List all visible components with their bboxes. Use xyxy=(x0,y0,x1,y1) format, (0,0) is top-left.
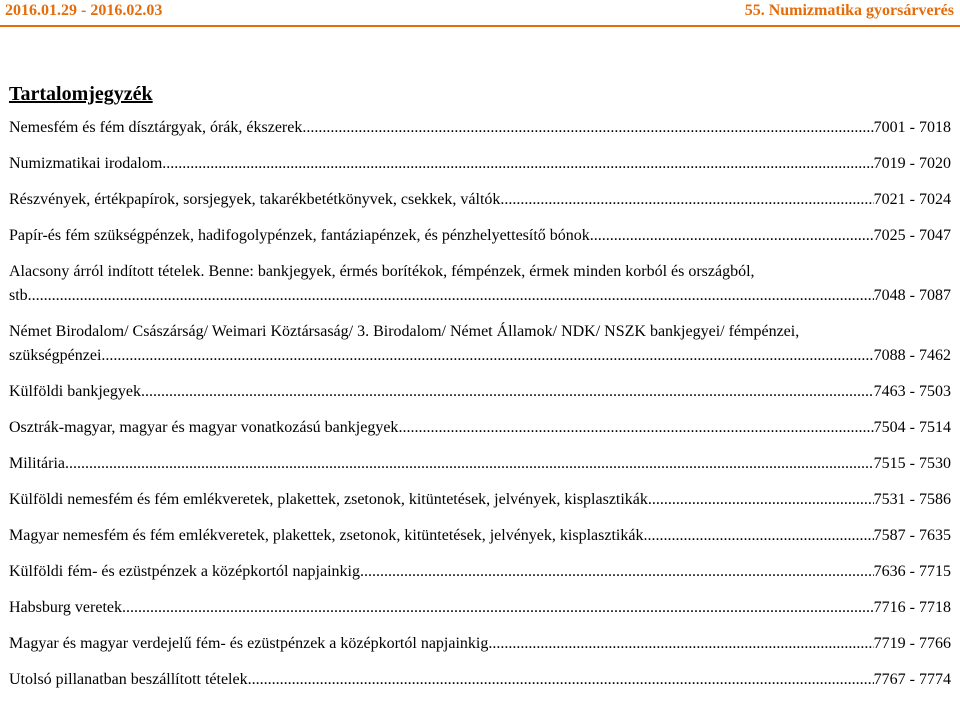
toc-dot-leader xyxy=(28,284,874,308)
toc-entry-title: Osztrák-magyar, magyar és magyar vonatkozású bankjegyek xyxy=(9,419,399,436)
toc-entry-page-range: 7767 - 7774 xyxy=(873,671,951,688)
toc-dot-leader xyxy=(643,524,873,548)
toc-entry-title: Papír-és fém szükségpénzek, hadifogolypénzek, fantáziapénzek, és pénzhelyettesítő bónok xyxy=(9,227,590,244)
toc-entry[interactable] xyxy=(9,488,951,512)
toc-dot-leader xyxy=(302,116,873,140)
toc-dot-leader xyxy=(122,596,874,620)
toc-dot-leader xyxy=(398,416,873,440)
toc-entry[interactable] xyxy=(9,416,951,440)
toc-entry-page-range: 7515 - 7530 xyxy=(873,455,951,472)
toc-heading[interactable]: Tartalomjegyzék xyxy=(9,83,153,105)
toc-entry-title: Magyar és magyar verdejelű fém- és ezüstpénzek a középkortól napjainkig xyxy=(9,635,489,652)
toc-entry[interactable] xyxy=(9,224,951,248)
toc-dot-leader xyxy=(488,632,873,656)
toc-dot-leader xyxy=(141,380,874,404)
toc-entry-title: Külföldi bankjegyek xyxy=(9,383,141,400)
header-title: 55. Numizmatika gyorsárverés xyxy=(744,2,954,19)
toc-dot-leader xyxy=(360,560,874,584)
toc-dot-leader xyxy=(648,488,874,512)
toc-entry-title: Magyar nemesfém és fém emlékveretek, plakettek, zsetonok, kitüntetések, jelvények, kisplasztikák xyxy=(9,527,644,544)
toc-entry[interactable] xyxy=(9,632,951,656)
toc-entry[interactable] xyxy=(9,524,951,548)
toc-entry-title: stb xyxy=(9,287,28,304)
toc-entry-page-range: 7048 - 7087 xyxy=(873,287,951,304)
toc-entry[interactable] xyxy=(9,596,951,620)
header-date-range: 2016.01.29 - 2016.02.03 xyxy=(5,2,163,19)
toc-entry-page-range: 7504 - 7514 xyxy=(873,419,951,436)
toc-entry-page-range: 7719 - 7766 xyxy=(873,635,951,652)
toc-entry[interactable] xyxy=(9,116,951,140)
toc-entry-page-range: 7463 - 7503 xyxy=(873,383,951,400)
toc-entry-title: Utolsó pillanatban beszállított tételek xyxy=(9,671,248,688)
toc-entry[interactable] xyxy=(9,260,951,308)
toc-entry-title: Részvények, értékpapírok, sorsjegyek, takarékbetétkönyvek, csekkek, váltók xyxy=(9,191,501,208)
toc-entry-title: Militária xyxy=(9,455,65,472)
toc-entry-page-range: 7088 - 7462 xyxy=(873,347,951,364)
toc-entry-title-line: Alacsony árról indított tételek. Benne: bankjegyek, érmés borítékok, fémpénzek, érmek minden korból és országból, xyxy=(9,263,755,280)
toc-entry-title: Nemesfém és fém dísztárgyak, órák, ékszerek xyxy=(9,119,303,136)
header-divider xyxy=(0,25,960,27)
toc-entry-page-range: 7001 - 7018 xyxy=(873,119,951,136)
toc-dot-leader xyxy=(65,452,874,476)
toc-dot-leader xyxy=(162,152,873,176)
toc-entry-page-range: 7021 - 7024 xyxy=(873,191,951,208)
toc-dot-leader xyxy=(101,344,873,368)
toc-entry[interactable] xyxy=(9,452,951,476)
toc-entry[interactable] xyxy=(9,560,951,584)
toc-entry-page-range: 7531 - 7586 xyxy=(873,491,951,508)
toc-entry[interactable] xyxy=(9,380,951,404)
toc-list xyxy=(9,116,951,704)
toc-entry-title-line: Német Birodalom/ Császárság/ Weimari Köztársaság/ 3. Birodalom/ Német Államok/ NDK/ NSZK bankjegyei/ fémpénzei, xyxy=(9,323,800,340)
toc-entry-title: Külföldi fém- és ezüstpénzek a középkortól napjainkig xyxy=(9,563,360,580)
toc-entry-title: szükségpénzei xyxy=(9,347,102,364)
toc-entry-page-range: 7636 - 7715 xyxy=(873,563,951,580)
toc-entry-title: Numizmatikai irodalom xyxy=(9,155,163,172)
toc-dot-leader xyxy=(248,668,874,692)
toc-entry-title: Külföldi nemesfém és fém emlékveretek, plakettek, zsetonok, kitüntetések, jelvények, kisplasztikák xyxy=(9,491,648,508)
toc-entry[interactable] xyxy=(9,668,951,692)
toc-dot-leader xyxy=(500,188,873,212)
toc-entry[interactable] xyxy=(9,188,951,212)
toc-entry[interactable] xyxy=(9,152,951,176)
toc-entry-page-range: 7716 - 7718 xyxy=(873,599,951,616)
toc-entry-page-range: 7587 - 7635 xyxy=(873,527,951,544)
toc-entry-page-range: 7025 - 7047 xyxy=(873,227,951,244)
toc-entry-title: Habsburg veretek xyxy=(9,599,122,616)
toc-entry[interactable] xyxy=(9,320,951,368)
toc-dot-leader xyxy=(590,224,874,248)
toc-entry-page-range: 7019 - 7020 xyxy=(873,155,951,172)
page-header xyxy=(0,0,960,26)
